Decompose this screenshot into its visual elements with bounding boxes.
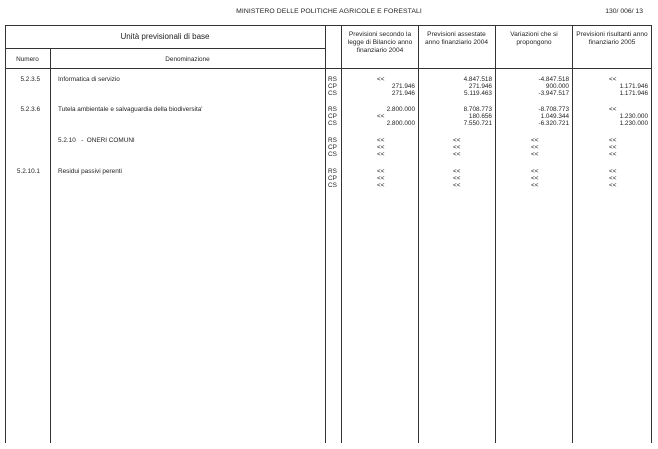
group-header-title: Unità previsionali di base xyxy=(120,32,210,41)
column-header-prev-risultanti: Previsioni risultanti anno finanziario 2005 xyxy=(576,31,648,46)
value-variazioni: -4.847.518 xyxy=(538,76,569,83)
denominazione-divider xyxy=(325,25,326,443)
value-risultanti: 1.230.000 xyxy=(619,113,648,120)
page-number: 130/ 006/ 13 xyxy=(605,8,643,15)
row-type: CS xyxy=(328,151,337,158)
value-bilancio: << xyxy=(377,175,385,182)
value-assestate: 5.119.463 xyxy=(464,90,492,97)
value-bilancio: << xyxy=(377,113,385,120)
value-risultanti: << xyxy=(609,76,617,83)
header-bottom-border xyxy=(5,68,651,69)
numero-divider xyxy=(50,48,51,443)
value-risultanti: << xyxy=(609,175,617,182)
column-header-denominazione: Denominazione xyxy=(165,56,210,63)
bilancio-divider xyxy=(418,25,419,443)
value-bilancio: << xyxy=(377,168,385,175)
value-assestate: 7.550.721 xyxy=(463,120,492,127)
value-assestate: 180.656 xyxy=(468,113,492,120)
value-assestate: << xyxy=(453,182,461,189)
value-bilancio: << xyxy=(377,182,385,189)
value-variazioni: -6.320.721 xyxy=(538,120,569,127)
column-header-variazioni: Variazioni che si propongono xyxy=(510,31,558,46)
value-risultanti: << xyxy=(609,137,617,144)
value-risultanti: 1.171.946 xyxy=(619,83,648,90)
value-bilancio: 271.946 xyxy=(391,83,415,90)
table-right-border xyxy=(651,25,652,443)
row-numero: 5.2.3.5 xyxy=(20,76,40,83)
value-variazioni: -3.947.517 xyxy=(538,90,569,97)
value-variazioni: << xyxy=(531,175,539,182)
value-bilancio: << xyxy=(377,144,385,151)
value-variazioni: << xyxy=(531,168,539,175)
group-header-divider xyxy=(5,48,325,49)
value-bilancio: << xyxy=(377,137,385,144)
value-risultanti: 1.171.946 xyxy=(619,90,648,97)
value-risultanti: << xyxy=(609,182,617,189)
value-bilancio: << xyxy=(377,151,385,158)
column-header-prev-bilancio: Previsioni secondo la legge di Bilancio anno finanziario 2004 xyxy=(347,31,413,54)
value-assestate: << xyxy=(453,168,461,175)
value-variazioni: << xyxy=(531,182,539,189)
value-risultanti: << xyxy=(609,151,617,158)
row-denominazione: Informatica di servizio xyxy=(58,76,120,83)
value-assestate: 8.708.773 xyxy=(463,106,492,113)
row-type: CS xyxy=(328,120,337,127)
row-numero: 5.2.3.6 xyxy=(20,106,40,113)
row-type: CP xyxy=(328,175,337,182)
table-top-border xyxy=(5,25,651,26)
value-variazioni: << xyxy=(531,137,539,144)
value-assestate: << xyxy=(453,175,461,182)
row-numero: 5.2.10.1 xyxy=(16,168,40,175)
value-assestate: 4.847.518 xyxy=(463,76,492,83)
row-type: CP xyxy=(328,83,337,90)
row-type: CS xyxy=(328,90,337,97)
row-denominazione: 5.2.10 - ONERI COMUNI xyxy=(58,137,135,144)
value-bilancio: 2.800.000 xyxy=(386,106,415,113)
value-variazioni: 900.000 xyxy=(545,83,569,90)
type-divider xyxy=(341,25,342,443)
value-assestate: << xyxy=(453,137,461,144)
value-variazioni: 1.049.344 xyxy=(540,113,569,120)
row-denominazione: Tutela ambientale e salvaguardia della biodiversita' xyxy=(58,106,203,113)
row-type: RS xyxy=(328,76,337,83)
ministry-title: MINISTERO DELLE POLITICHE AGRICOLE E FORESTALI xyxy=(236,8,422,15)
column-header-numero: Numero xyxy=(16,56,39,63)
assestate-divider xyxy=(495,25,496,443)
column-header-prev-assestate: Previsioni assestate anno finanziario 2004 xyxy=(424,31,489,46)
value-risultanti: << xyxy=(609,168,617,175)
row-type: CS xyxy=(328,182,337,189)
value-assestate: << xyxy=(453,151,461,158)
value-variazioni: -8.708.773 xyxy=(538,106,569,113)
row-denominazione: Residui passivi perenti xyxy=(58,168,122,175)
value-risultanti: 1.230.000 xyxy=(619,120,648,127)
value-risultanti: << xyxy=(609,106,617,113)
row-type: CP xyxy=(328,113,337,120)
row-type: RS xyxy=(328,106,337,113)
value-risultanti: << xyxy=(609,144,617,151)
variazioni-divider xyxy=(572,25,573,443)
value-assestate: << xyxy=(453,144,461,151)
table-left-border xyxy=(5,25,6,443)
value-variazioni: << xyxy=(531,144,539,151)
row-type: RS xyxy=(328,137,337,144)
value-bilancio: << xyxy=(377,76,385,83)
row-type: CP xyxy=(328,144,337,151)
value-bilancio: 271.946 xyxy=(391,90,415,97)
value-assestate: 271.946 xyxy=(468,83,492,90)
value-variazioni: << xyxy=(531,151,539,158)
value-bilancio: 2.800.000 xyxy=(386,120,415,127)
row-type: RS xyxy=(328,168,337,175)
